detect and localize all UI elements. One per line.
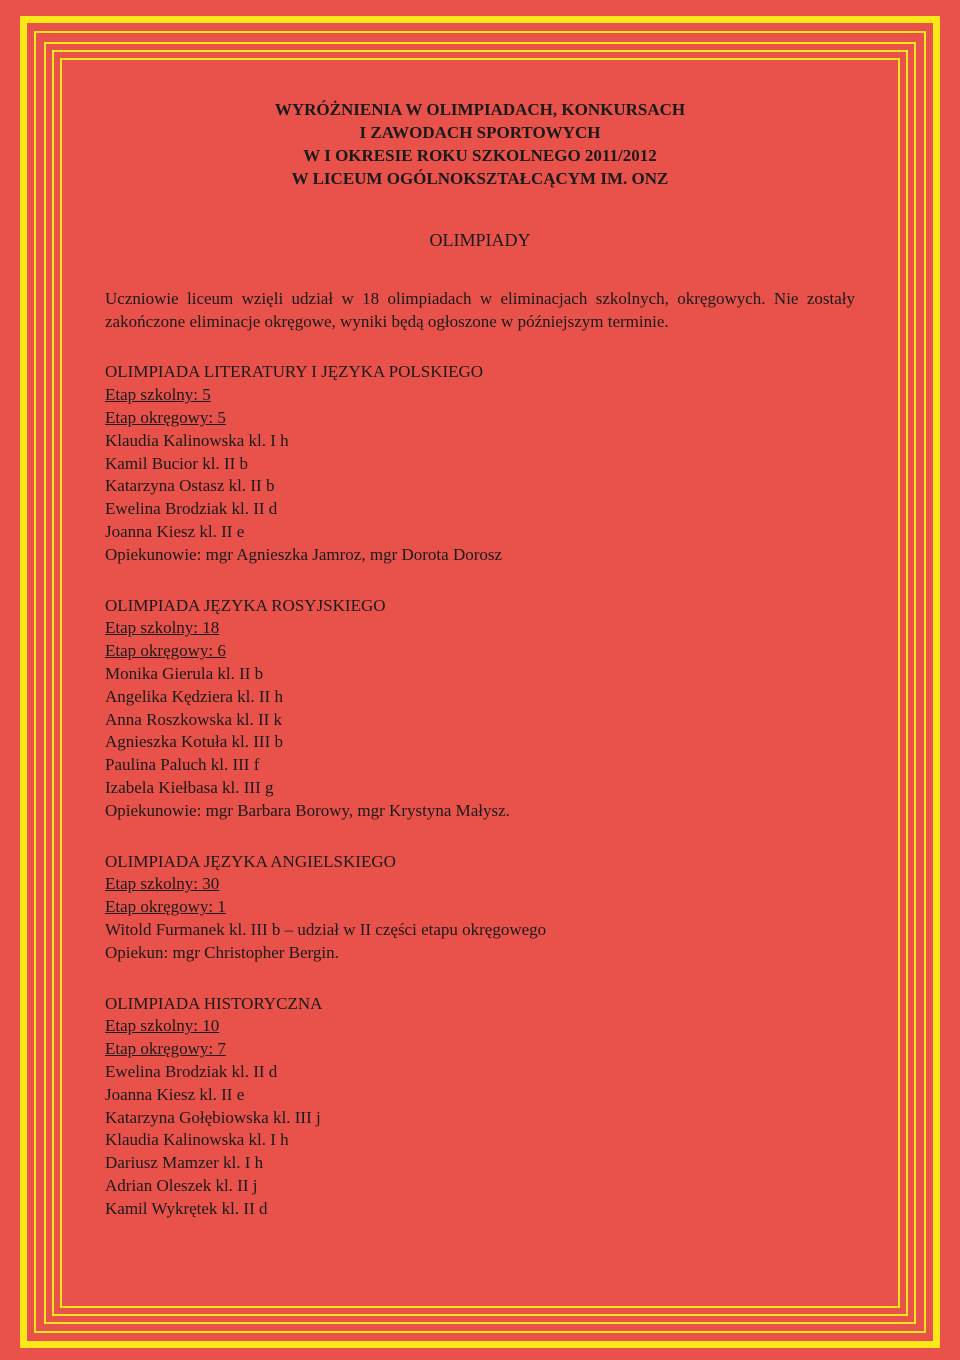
document-title	[105, 96, 855, 190]
title-line-1: WYRÓŻNIENIA W OLIMPIADACH, KONKURSACH	[274, 100, 686, 119]
section-title: OLIMPIADA LITERATURY I JĘZYKA POLSKIEGO	[105, 362, 484, 382]
student-entry: Agnieszka Kotuła kl. III b	[105, 732, 283, 752]
student-entry: Monika Gierula kl. II b	[105, 663, 264, 683]
student-entry: Izabela Kiełbasa kl. III g	[105, 777, 274, 797]
stage-school	[105, 617, 855, 640]
olimpiady-heading: OLIMPIADY	[429, 230, 531, 250]
title-line-2: I ZAWODACH SPORTOWYCH	[359, 123, 601, 142]
stage-school-text: Etap szkolny: 18	[105, 618, 220, 638]
student-entry: Witold Furmanek kl. III b – udział w II części etapu okręgowego	[105, 919, 547, 939]
stage-district	[105, 640, 855, 663]
supervisors: Opiekunowie: mgr Agnieszka Jamroz, mgr Dorota Dorosz	[105, 544, 503, 564]
stage-district-text: Etap okręgowy: 1	[105, 897, 226, 917]
olympiad-section	[105, 851, 855, 965]
student-entry: Ewelina Brodziak kl. II d	[105, 1061, 278, 1081]
stage-district-text: Etap okręgowy: 6	[105, 641, 226, 661]
title-line-3: W I OKRESIE ROKU SZKOLNEGO 2011/2012	[303, 146, 657, 165]
supervisors: Opiekun: mgr Christopher Bergin.	[105, 942, 339, 962]
student-entry: Kamil Bucior kl. II b	[105, 453, 249, 473]
document-content	[105, 96, 855, 1220]
student-entry: Angelika Kędziera kl. II h	[105, 686, 283, 706]
student-entry: Dariusz Mamzer kl. I h	[105, 1153, 264, 1173]
olympiad-section	[105, 595, 855, 823]
student-entry: Katarzyna Ostasz kl. II b	[105, 476, 275, 496]
stage-district-text: Etap okręgowy: 7	[105, 1039, 226, 1059]
section-title: OLIMPIADA HISTORYCZNA	[105, 993, 323, 1013]
stage-school-text: Etap szkolny: 10	[105, 1016, 220, 1036]
student-entry: Kamil Wykrętek kl. II d	[105, 1198, 268, 1218]
olympiad-section	[105, 361, 855, 566]
section-title: OLIMPIADA JĘZYKA ROSYJSKIEGO	[105, 595, 386, 615]
stage-school-text: Etap szkolny: 30	[105, 874, 220, 894]
intro-paragraph: Uczniowie liceum wzięli udział w 18 olimpiadach w eliminacjach szkolnych, okręgowych. Nie zostały zakończone eliminacje okręgowe, wyniki będą ogłoszone w późniejszym terminie.	[105, 288, 855, 331]
student-entry: Anna Roszkowska kl. II k	[105, 709, 283, 729]
stage-district	[105, 896, 855, 919]
student-entry: Joanna Kiesz kl. II e	[105, 1084, 245, 1104]
stage-school	[105, 873, 855, 896]
stage-district	[105, 407, 855, 430]
student-entry: Klaudia Kalinowska kl. I h	[105, 1130, 289, 1150]
section-title: OLIMPIADA JĘZYKA ANGIELSKIEGO	[105, 851, 396, 871]
student-entry: Joanna Kiesz kl. II e	[105, 521, 245, 541]
stage-district-text: Etap okręgowy: 5	[105, 407, 226, 427]
student-entry: Katarzyna Gołębiowska kl. III j	[105, 1107, 321, 1127]
supervisors: Opiekunowie: mgr Barbara Borowy, mgr Krystyna Małysz.	[105, 800, 510, 820]
stage-school	[105, 1015, 855, 1038]
student-entry: Klaudia Kalinowska kl. I h	[105, 430, 289, 450]
olympiad-section	[105, 993, 855, 1221]
stage-school-text: Etap szkolny: 5	[105, 385, 211, 405]
student-entry: Adrian Oleszek kl. II j	[105, 1175, 258, 1195]
student-entry: Ewelina Brodziak kl. II d	[105, 499, 278, 519]
stage-district	[105, 1038, 855, 1061]
stage-school	[105, 384, 855, 407]
olympiad-sections	[105, 361, 855, 1220]
student-entry: Paulina Paluch kl. III f	[105, 755, 260, 775]
title-line-4: W LICEUM OGÓLNOKSZTAŁCĄCYM IM. ONZ	[291, 169, 669, 188]
